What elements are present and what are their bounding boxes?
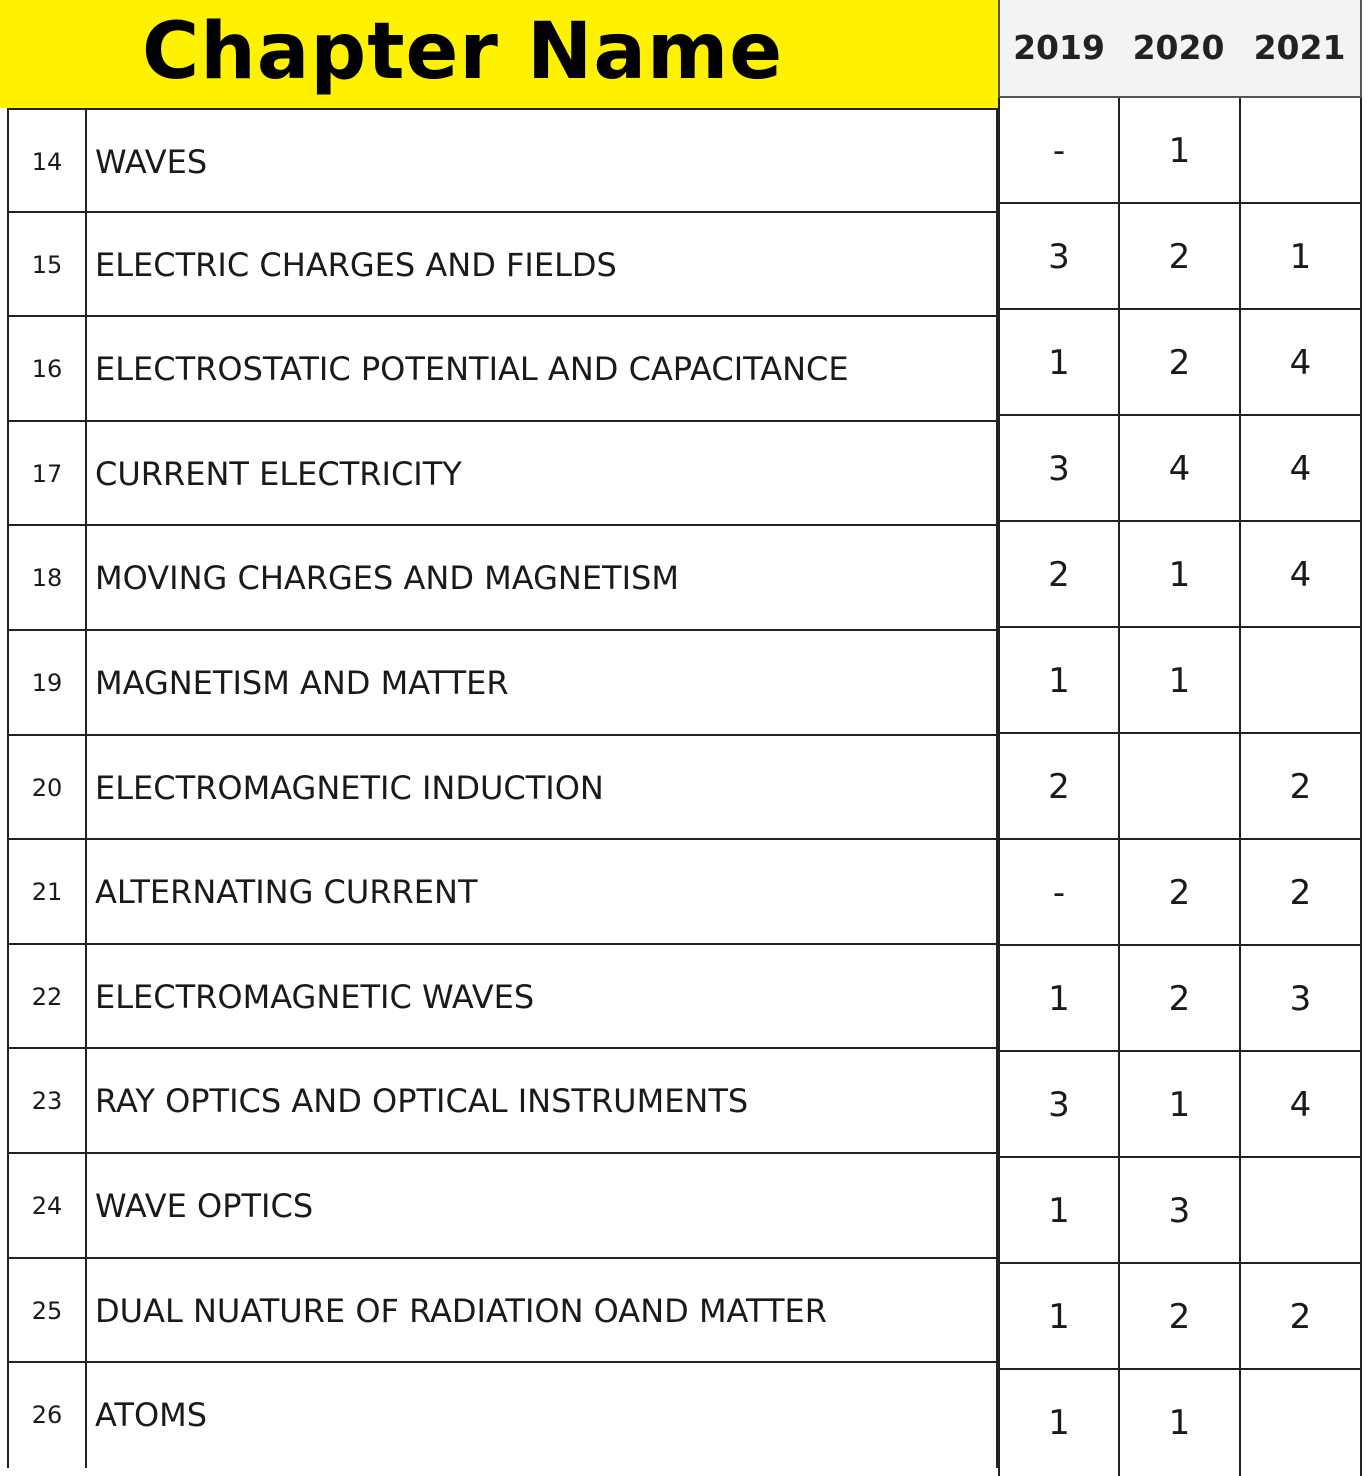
table-row bbox=[9, 1049, 996, 1154]
count-cell-2021: 2 bbox=[1239, 1264, 1360, 1368]
chapter-number: 17 bbox=[9, 422, 87, 525]
year-count-row bbox=[998, 1052, 1360, 1158]
count-cell-2019: 2 bbox=[998, 734, 1118, 838]
chapter-number: 22 bbox=[9, 945, 87, 1048]
chapter-number: 20 bbox=[9, 736, 87, 839]
count-cell-2019: 2 bbox=[998, 522, 1118, 626]
count-cell-2021: 4 bbox=[1239, 1052, 1360, 1156]
count-cell-2019: - bbox=[998, 840, 1118, 944]
year-count-row bbox=[998, 310, 1360, 416]
page-title: Chapter Name bbox=[142, 7, 784, 97]
table-row bbox=[9, 736, 996, 841]
chapter-name: ELECTROSTATIC POTENTIAL AND CAPACITANCE bbox=[95, 350, 849, 389]
year-header-2021 bbox=[1239, 0, 1362, 98]
year-count-row bbox=[998, 840, 1360, 946]
chapter-name: RAY OPTICS AND OPTICAL INSTRUMENTS bbox=[95, 1082, 749, 1121]
year-count-row bbox=[998, 734, 1360, 840]
count-cell-2019: 3 bbox=[998, 1052, 1118, 1156]
year-count-row bbox=[998, 1264, 1360, 1370]
count-cell-2020: 1 bbox=[1118, 1052, 1239, 1156]
count-cell-2020: 1 bbox=[1118, 522, 1239, 626]
count-cell-2020: 2 bbox=[1118, 840, 1239, 944]
count-cell-2020: 4 bbox=[1118, 416, 1239, 520]
chapter-name: MOVING CHARGES AND MAGNETISM bbox=[95, 559, 679, 598]
count-cell-2020: 2 bbox=[1118, 1264, 1239, 1368]
count-cell-2019: 1 bbox=[998, 628, 1118, 732]
count-cell-2020: 1 bbox=[1118, 98, 1239, 202]
count-cell-2021 bbox=[1239, 98, 1360, 202]
count-cell-2020: 1 bbox=[1118, 628, 1239, 732]
chapter-name: ATOMS bbox=[95, 1396, 208, 1435]
table-row bbox=[9, 422, 996, 527]
chapter-name: ELECTRIC CHARGES AND FIELDS bbox=[95, 245, 617, 284]
count-cell-2020: 1 bbox=[1118, 1370, 1239, 1476]
chapter-name: ALTERNATING CURRENT bbox=[95, 873, 478, 912]
chapter-number: 25 bbox=[9, 1259, 87, 1362]
chapter-table bbox=[7, 108, 998, 1468]
year-count-row bbox=[998, 1158, 1360, 1264]
chapter-number: 21 bbox=[9, 840, 87, 943]
year-label: 2019 bbox=[1013, 28, 1105, 67]
chapter-number: 24 bbox=[9, 1154, 87, 1257]
table-row bbox=[9, 1154, 996, 1259]
count-cell-2021 bbox=[1239, 1370, 1360, 1476]
chapter-name: WAVES bbox=[95, 143, 208, 181]
chapter-name: ELECTROMAGNETIC WAVES bbox=[95, 977, 535, 1016]
table-row bbox=[9, 317, 996, 422]
year-label: 2021 bbox=[1253, 28, 1346, 67]
count-cell-2019: 1 bbox=[998, 1158, 1118, 1262]
count-cell-2021 bbox=[1239, 628, 1360, 732]
count-cell-2019: 1 bbox=[998, 946, 1118, 1050]
table-row bbox=[9, 526, 996, 631]
count-cell-2019: - bbox=[998, 98, 1118, 202]
year-label: 2020 bbox=[1132, 28, 1225, 67]
count-cell-2019: 1 bbox=[998, 1370, 1118, 1476]
chapter-number: 16 bbox=[9, 317, 87, 420]
count-cell-2021: 3 bbox=[1239, 946, 1360, 1050]
table-row bbox=[9, 1363, 996, 1468]
count-cell-2019: 1 bbox=[998, 310, 1118, 414]
year-count-row bbox=[998, 204, 1360, 310]
count-cell-2020: 3 bbox=[1118, 1158, 1239, 1262]
chapter-name: WAVE OPTICS bbox=[95, 1186, 314, 1225]
title-bar bbox=[0, 0, 998, 108]
count-cell-2019: 1 bbox=[998, 1264, 1118, 1368]
count-cell-2021: 4 bbox=[1239, 310, 1360, 414]
count-cell-2019: 3 bbox=[998, 204, 1118, 308]
table-row bbox=[9, 1259, 996, 1364]
count-cell-2021: 4 bbox=[1239, 416, 1360, 520]
count-cell-2021 bbox=[1239, 1158, 1360, 1262]
count-cell-2019: 3 bbox=[998, 416, 1118, 520]
count-cell-2020: 2 bbox=[1118, 946, 1239, 1050]
chapter-number: 18 bbox=[9, 526, 87, 629]
chapter-number: 19 bbox=[9, 631, 87, 734]
year-header-2019 bbox=[998, 0, 1120, 98]
chapter-name: CURRENT ELECTRICITY bbox=[95, 454, 462, 493]
chapter-name: ELECTROMAGNETIC INDUCTION bbox=[95, 768, 604, 807]
year-count-row bbox=[998, 416, 1360, 522]
year-count-row bbox=[998, 1370, 1360, 1476]
count-cell-2020 bbox=[1118, 734, 1239, 838]
count-cell-2020: 2 bbox=[1118, 310, 1239, 414]
table-row bbox=[9, 945, 996, 1050]
chapter-number: 23 bbox=[9, 1049, 87, 1152]
chapter-number: 15 bbox=[9, 213, 87, 316]
count-cell-2021: 2 bbox=[1239, 840, 1360, 944]
table-row bbox=[9, 108, 996, 213]
year-count-row bbox=[998, 946, 1360, 1052]
year-count-row bbox=[998, 98, 1360, 204]
year-count-row bbox=[998, 628, 1360, 734]
chapter-name: DUAL NUATURE OF RADIATION OAND MATTER bbox=[95, 1291, 827, 1330]
chapter-name: MAGNETISM AND MATTER bbox=[95, 663, 509, 702]
chapter-number: 14 bbox=[9, 110, 87, 211]
count-cell-2020: 2 bbox=[1118, 204, 1239, 308]
count-cell-2021: 1 bbox=[1239, 204, 1360, 308]
year-count-table bbox=[998, 98, 1362, 1476]
year-header-2020 bbox=[1118, 0, 1241, 98]
year-count-row bbox=[998, 522, 1360, 628]
table-row bbox=[9, 840, 996, 945]
table-row bbox=[9, 213, 996, 318]
count-cell-2021: 2 bbox=[1239, 734, 1360, 838]
table-row bbox=[9, 631, 996, 736]
chapter-number: 26 bbox=[9, 1363, 87, 1468]
count-cell-2021: 4 bbox=[1239, 522, 1360, 626]
